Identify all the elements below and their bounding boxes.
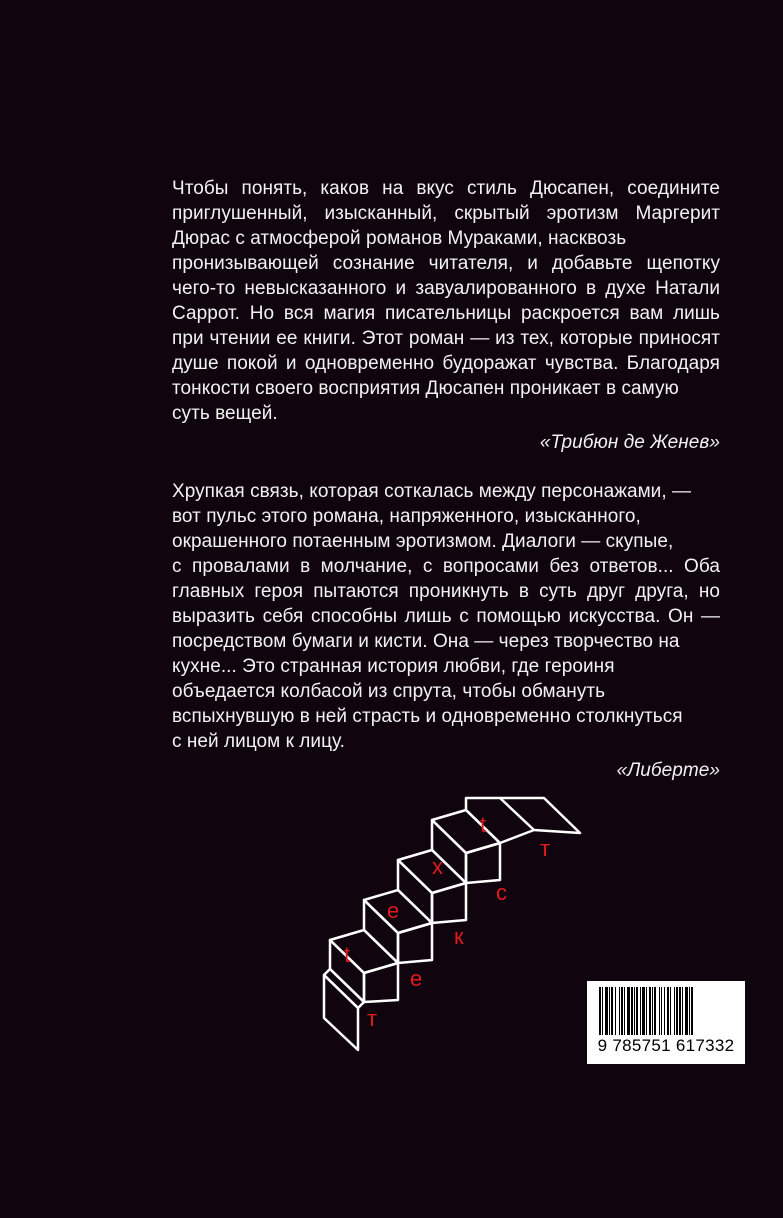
review-line: вот пульс этого романа, напряженного, изысканного, <box>172 506 641 527</box>
review-source-2: «Либерте» <box>616 760 720 781</box>
logo-letter-k-lower: к <box>454 924 464 949</box>
logo-letter-t-upper: t <box>344 942 351 967</box>
review-quote-1 <box>172 176 720 455</box>
review-line: с ней лицом к лицу. <box>172 731 346 752</box>
review-line: Хрупкая связь, которая соткалась между персонажами, — <box>172 481 692 502</box>
logo-letter-t2-lower: т <box>540 836 551 861</box>
logo-letter-t2-upper: t <box>480 812 487 837</box>
barcode-bars <box>587 981 745 1041</box>
isbn-barcode <box>587 981 745 1064</box>
review-line: окрашенного потаенным эротизмом. Диалоги — скупые, <box>172 531 674 552</box>
review-line: вспыхнувшую в ней страсть и одновременно столкнуться <box>172 706 683 727</box>
review-line: при чтении ее книги. Этот роман — из тех, которые приносят <box>172 328 720 349</box>
review-line: суть вещей. <box>172 403 278 424</box>
logo-letter-e-lower: е <box>410 966 423 991</box>
review-line: Дюрас с атмосферой романов Мураками, насквозь <box>172 228 627 249</box>
logo-letter-s-lower: с <box>496 880 507 905</box>
review-quote-2 <box>172 479 720 783</box>
review-line: пронизывающей сознание читателя, и добавьте щепотку <box>172 253 720 274</box>
logo-letter-x-upper: x <box>432 854 443 879</box>
review-line: кухне... Это странная история любви, где героиня <box>172 656 615 677</box>
publisher-logo <box>314 790 589 1055</box>
logo-letter-t-lower: т <box>367 1006 378 1031</box>
review-line: главных героя пытаются проникнуть в суть друг друга, но <box>172 581 720 602</box>
review-source-1: «Трибюн де Женев» <box>539 432 720 453</box>
logo-letter-e-upper: e <box>387 898 400 923</box>
review-line: Саррот. Но вся магия писательницы раскроется вам лишь <box>172 303 720 324</box>
review-line: Чтобы понять, каков на вкус стиль Дюсапен, соедините <box>172 178 720 199</box>
isbn-number: 9 785751 617332 <box>597 1036 735 1055</box>
review-line: с провалами в молчание, с вопросами без ответов... Оба <box>172 556 720 577</box>
review-line: приглушенный, изысканный, скрытый эротизм Маргерит <box>172 203 720 224</box>
review-line: душе покой и одновременно будоражат чувства. Благодаря <box>172 353 720 374</box>
review-line: посредством бумаги и кисти. Она — через творчество на <box>172 631 680 652</box>
review-line: тонкости своего восприятия Дюсапен проникает в самую <box>172 378 679 399</box>
review-line: выразить себя способны лишь с помощью искусства. Он — <box>172 606 720 627</box>
review-line: чего-то невысказанного и завуалированного в духе Натали <box>172 278 720 299</box>
review-line: объедается колбасой из спрута, чтобы обмануть <box>172 681 606 702</box>
